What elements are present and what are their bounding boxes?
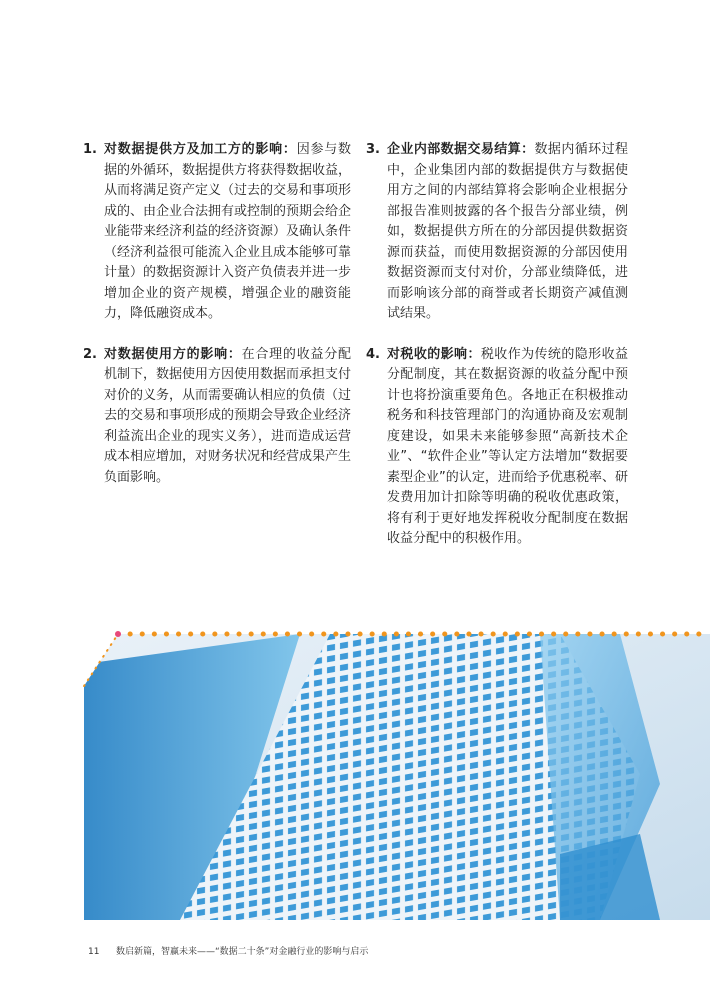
item-number: 1. <box>83 142 97 157</box>
list-item <box>83 140 351 325</box>
item-number: 4. <box>366 346 380 362</box>
item-body <box>387 140 628 325</box>
item-lead: 对税收的影响： <box>387 346 481 362</box>
page-footer <box>88 944 368 957</box>
item-lead: 企业内部数据交易结算： <box>387 142 535 157</box>
item-body <box>104 345 351 489</box>
item-number: 3. <box>366 142 380 157</box>
right-column <box>366 140 628 570</box>
item-lead: 对数据使用方的影响： <box>104 346 242 362</box>
list-item <box>366 140 628 325</box>
item-body <box>104 140 351 325</box>
item-body <box>387 345 628 550</box>
list-item <box>83 345 351 489</box>
page-number: 11 <box>88 947 100 957</box>
left-column <box>83 140 351 508</box>
item-text: 因参与数据的外循环，数据提供方将获得数据收益，从而将满足资产定义（过去的交易和事项形成的、由企业合法拥有或控制的预期会给企业能带来经济利益的经济资源）及确认条件（经济利益很可能流入企业且成本能够可靠计量）的数据资源计入资产负债表并进一步增加企业的资产规模，增强企业的融资能力，降低融资成本。 <box>104 142 352 321</box>
item-text: 数据内循环过程中，企业集团内部的数据提供方与数据使用方之间的内部结算将会影响企业根据分部报告准则披露的各个报告分部业绩，例如，数据提供方所在的分部因提供数据资源而获益，而使用数据资源的分部因使用数据资源而支付对价，分部业绩降低，进而影响该分部的商誉或者长期资产减值测试结果。 <box>387 142 628 321</box>
item-text: 在合理的收益分配机制下，数据使用方因使用数据而承担支付对价的义务，从而需要确认相应的负债（过去的交易和事项形成的预期会导致企业经济利益流出企业的现实义务），进而造成运营成本相应增加，对财务状况和经营成果产生负面影响。 <box>104 346 352 485</box>
footer-title: 数启新篇，智赢未来——“数据二十条”对金融行业的影响与启示 <box>116 947 369 957</box>
item-text: 税收作为传统的隐形收益分配制度，其在数据资源的收益分配中预计也将扮演重要角色。各地正在积极推动税务和科技管理部门的沟通协商及宏观制度建设，如果未来能够参照“高新技术企业”、“软件企业”等认定方法增加“数据要素型企业”的认定，进而给予优惠税率、研发费用加计扣除等明确的税收优惠政策，将有利于更好地发挥税收分配制度在数据收益分配中的积极作用。 <box>387 346 628 546</box>
building-photo <box>0 624 710 920</box>
item-number: 2. <box>83 346 97 362</box>
item-lead: 对数据提供方及加工方的影响： <box>104 142 297 157</box>
list-item <box>366 345 628 550</box>
